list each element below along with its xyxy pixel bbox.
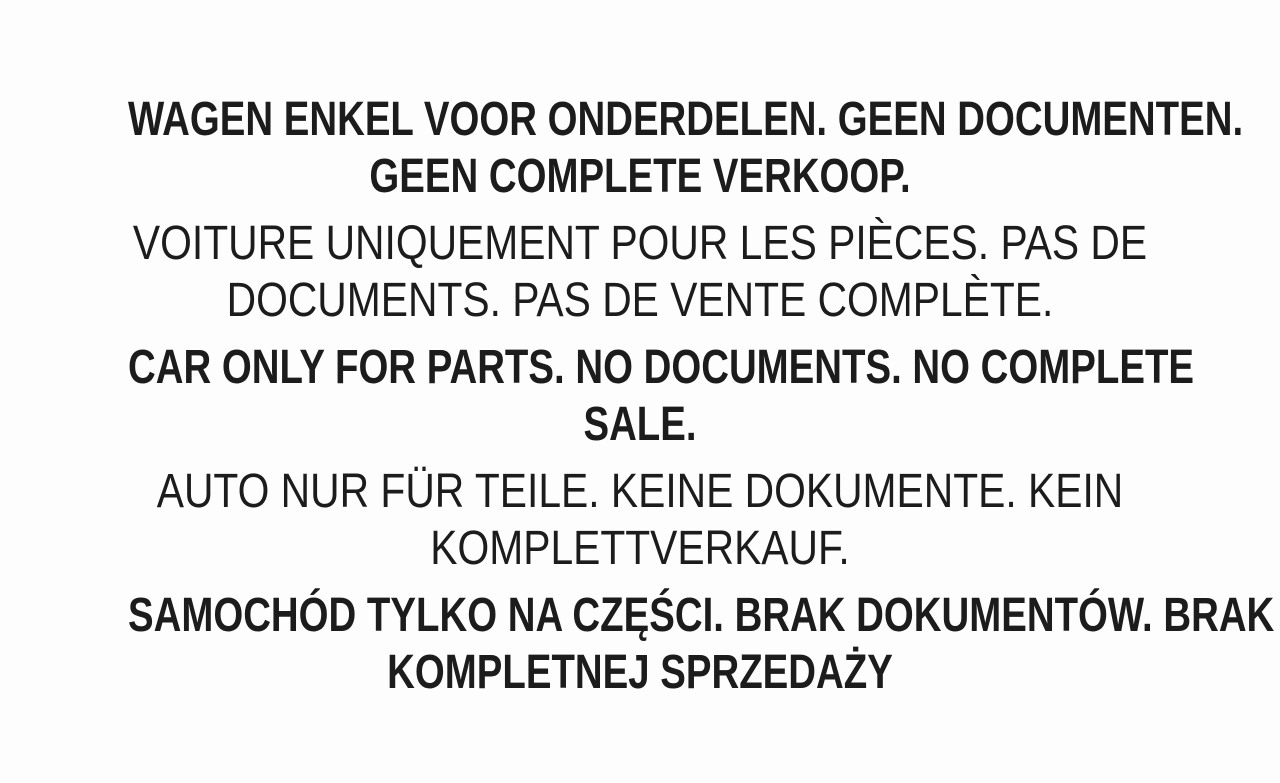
notice-line-english-1: CAR ONLY FOR PARTS. NO DOCUMENTS. NO COMPLETE: [128, 341, 1195, 394]
notice-line-dutch-2: GEEN COMPLETE VERKOOP.: [369, 150, 911, 203]
notice-line-english-2: SALE.: [583, 398, 697, 451]
notice-paragraph-polish: [128, 587, 1275, 701]
notice-line-german-1: AUTO NUR FÜR TEILE. KEINE DOKUMENTE. KEIN: [156, 465, 1124, 518]
notice-line-dutch-1: WAGEN ENKEL VOOR ONDERDELEN. GEEN DOCUMENTEN.: [128, 93, 1244, 146]
notice-line-french-2: DOCUMENTS. PAS DE VENTE COMPLÈTE.: [226, 274, 1054, 327]
notice-line-polish-2: KOMPLETNEJ SPRZEDAŻY: [387, 646, 893, 699]
notice-paragraph-french: [96, 215, 1184, 329]
notice-paragraph-german: [96, 463, 1184, 577]
notice-line-german-2: KOMPLETTVERKAUF.: [430, 522, 850, 575]
notice-line-polish-1: SAMOCHÓD TYLKO NA CZĘŚCI. BRAK DOKUMENTÓW. BRAK: [128, 589, 1275, 642]
notice-paragraph-dutch: [128, 91, 1244, 205]
notice-line-french-1: VOITURE UNIQUEMENT POUR LES PIÈCES. PAS DE: [132, 217, 1148, 270]
notice-paragraph-english: [128, 339, 1195, 453]
